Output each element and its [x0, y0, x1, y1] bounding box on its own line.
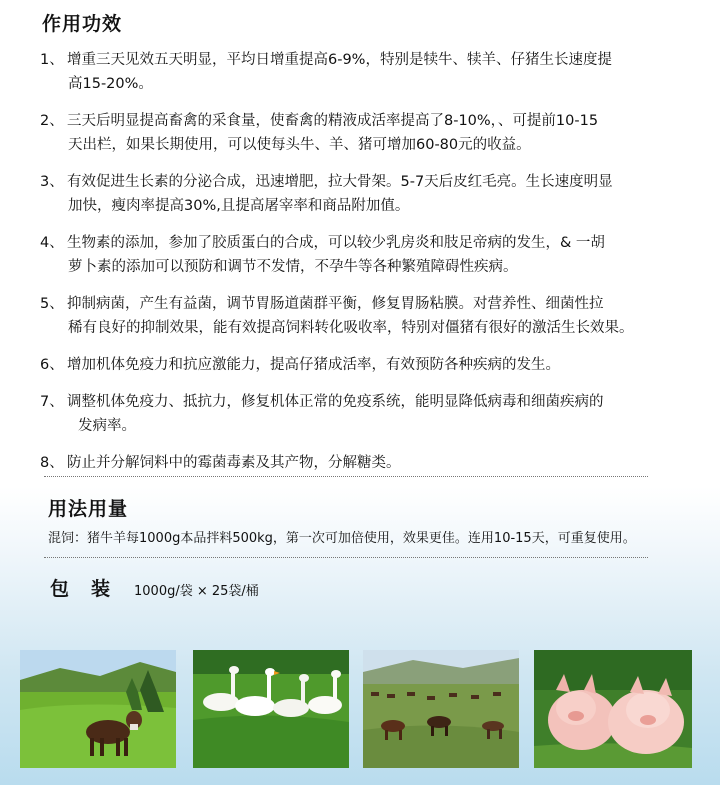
packaging-label: 包装: [50, 578, 133, 600]
usage-text: 混饲：猪牛羊每1000g本品拌料500kg，第一次可加倍使用，效果更佳。连用10-15天，可重复使用。: [48, 531, 636, 546]
item-number: 3、: [40, 174, 64, 190]
calf-photo: [20, 650, 176, 768]
item-number: 1、: [40, 52, 64, 68]
item-text: 稀有良好的抑制效果，能有效提高饲料转化吸收率，特别对僵猪有很好的激活生长效果。: [68, 320, 634, 336]
section-divider: [44, 476, 648, 477]
list-item: [40, 109, 716, 157]
packaging-value: 1000g/袋 × 25袋/桶: [134, 584, 259, 599]
list-item: [40, 170, 716, 218]
list-item: [40, 48, 716, 96]
effects-list: [40, 48, 716, 488]
list-item: [40, 231, 716, 279]
item-number: 4、: [40, 235, 64, 251]
item-text: 增重三天见效五天明显，平均日增重提高6-9%，特别是犊牛、犊羊、仔猪生长速度提: [67, 52, 612, 68]
item-text: 加快，瘦肉率提高30%,且提高屠宰率和商品附加值。: [68, 198, 410, 214]
item-text: 生物素的添加，参加了胶质蛋白的合成，可以较少乳房炎和肢足帝病的发生，& 一胡: [67, 235, 605, 251]
geese-photo: [193, 650, 349, 768]
item-text: 发病率。: [78, 418, 136, 434]
usage-heading: 用法用量: [48, 498, 129, 520]
item-number: 7、: [40, 394, 64, 410]
item-text: 高15-20%。: [68, 76, 153, 92]
item-text: 三天后明显提高畜禽的采食量，使畜禽的精液成活率提高了8-10%，、可提前10-15: [67, 113, 599, 129]
item-text: 有效促进生长素的分泌合成，迅速增肥，拉大骨架。5-7天后皮红毛亮。生长速度明显: [67, 174, 613, 190]
list-item: [40, 451, 716, 475]
item-text: 防止并分解饲料中的霉菌毒素及其产物，分解糖类。: [67, 455, 401, 471]
item-text: 增加机体免疫力和抗应激能力，提高仔猪成活率，有效预防各种疾病的发生。: [67, 357, 560, 373]
item-number: 8、: [40, 455, 64, 471]
list-item: [40, 353, 716, 377]
list-item: [40, 390, 716, 438]
item-text: 抑制病菌，产生有益菌，调节胃肠道菌群平衡，修复胃肠粘膜。对营养性、细菌性拉: [67, 296, 604, 312]
effects-heading: 作用功效: [42, 13, 123, 35]
item-number: 6、: [40, 357, 64, 373]
item-number: 5、: [40, 296, 64, 312]
item-text: 调整机体免疫力、抵抗力，修复机体正常的免疫系统，能明显降低病毒和细菌疾病的: [67, 394, 604, 410]
horses-photo: [363, 650, 519, 768]
section-divider: [44, 557, 648, 558]
list-item: [40, 292, 716, 340]
item-text: 萝卜素的添加可以预防和调节不发情，不孕牛等各种繁殖障碍性疾病。: [68, 259, 518, 275]
pigs-photo: [534, 650, 692, 768]
item-number: 2、: [40, 113, 64, 129]
item-text: 天出栏，如果长期使用，可以使每头牛、羊、猪可增加60-80元的收益。: [68, 137, 531, 153]
